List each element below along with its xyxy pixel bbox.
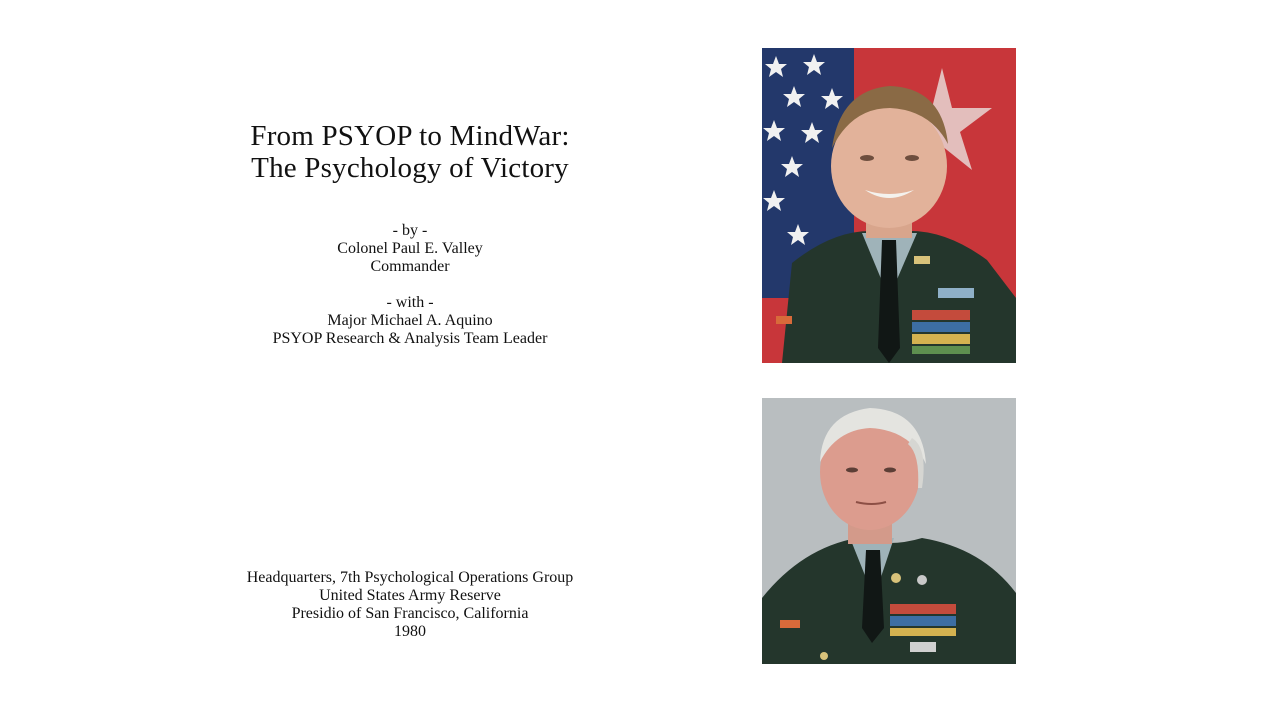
author1-role: Commander: [370, 258, 450, 275]
spacer: [200, 276, 620, 294]
author2-name: Major Michael A. Aquino: [327, 312, 493, 329]
footer-line-1: Headquarters, 7th Psychological Operations Group: [246, 569, 574, 586]
portrait-illustration: [762, 48, 1016, 363]
by-label: - by -: [392, 222, 428, 239]
credits: [200, 222, 620, 348]
portrait-photo-aquino: [762, 398, 1016, 664]
footer-line-2: United States Army Reserve: [319, 587, 501, 604]
document-title: [200, 120, 620, 184]
footer-line-4: 1980: [394, 623, 426, 640]
title-line-1: From PSYOP to MindWar:: [250, 120, 570, 152]
with-label: - with -: [386, 294, 434, 311]
portrait-photo-valley: [762, 48, 1016, 363]
portrait-illustration: [762, 398, 1016, 664]
title-line-2: The Psychology of Victory: [251, 152, 569, 184]
author2-role: PSYOP Research & Analysis Team Leader: [272, 330, 548, 347]
footer-line-3: Presidio of San Francisco, California: [291, 605, 529, 622]
publisher-info: [200, 569, 620, 641]
author1-name: Colonel Paul E. Valley: [337, 240, 483, 257]
